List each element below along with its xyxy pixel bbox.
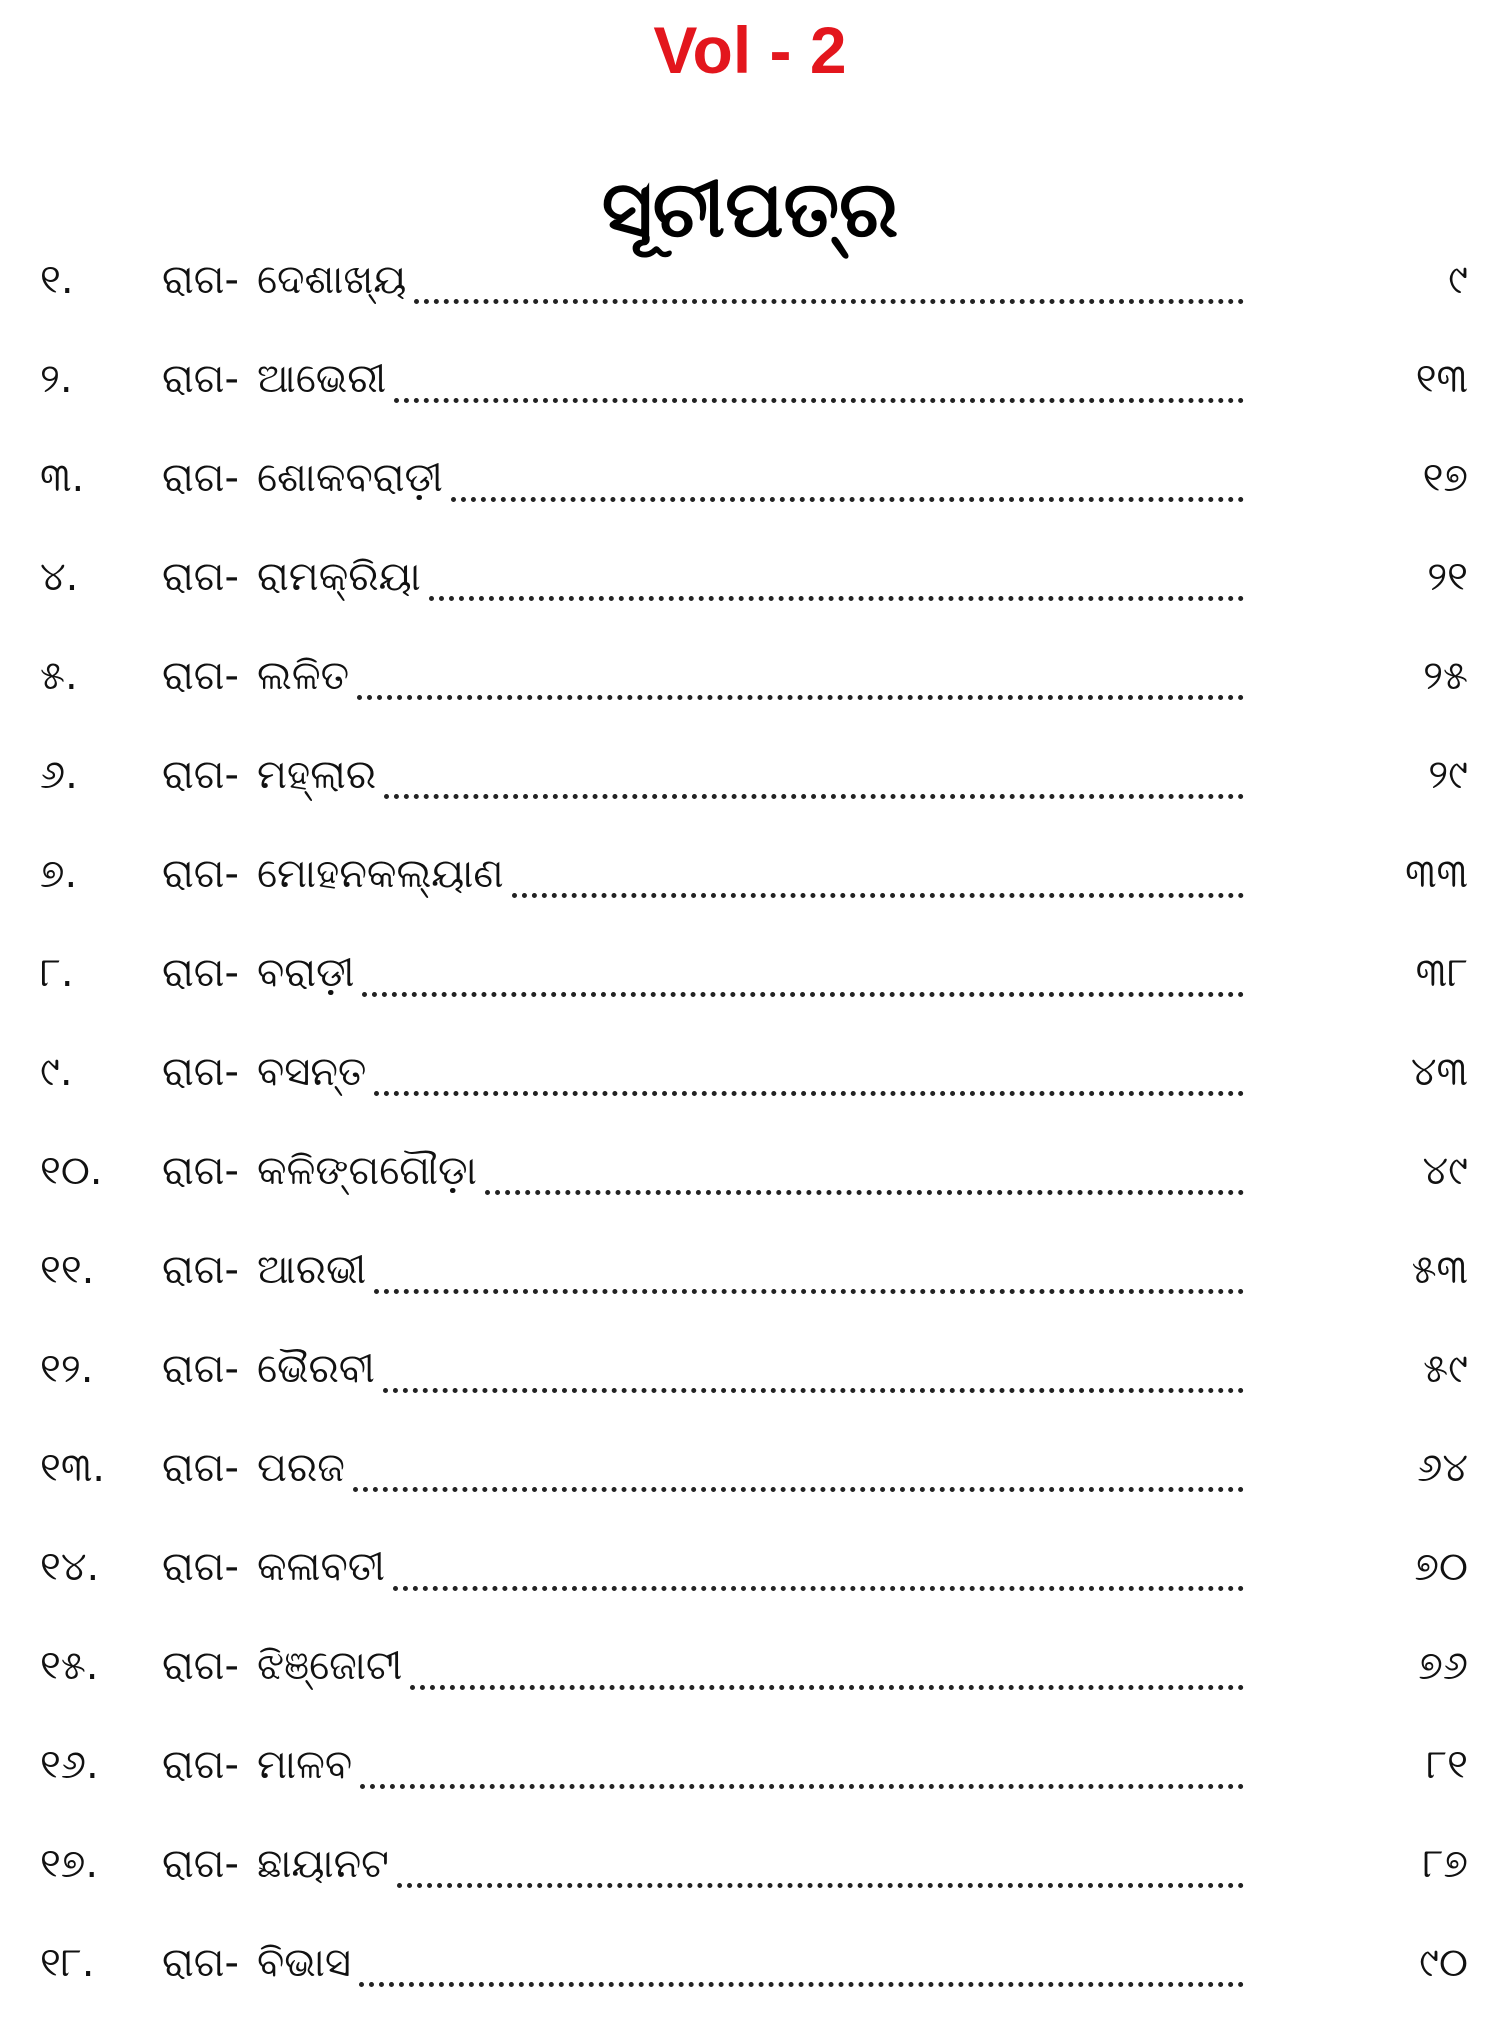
toc-entry-title xyxy=(162,1933,1244,1993)
toc-entry-prefix: ରାଗ- xyxy=(162,455,239,501)
toc-entry-prefix: ରାଗ- xyxy=(162,653,239,699)
toc-entry-raga-name: ଭୈରବୀ xyxy=(256,1346,375,1392)
toc-entry-page-number: ୨୯ xyxy=(1428,752,1468,798)
dot-leader xyxy=(374,1091,1244,1096)
toc-entry-raga-name: କଳିଙ୍ଗଗୌଡ଼ା xyxy=(256,1148,477,1194)
toc-entry-page-number: ୨୫ xyxy=(1423,653,1468,699)
toc-entry-raga-name: ଦେଶାଖ୍ୟ xyxy=(256,257,407,303)
toc-entry-page-number: ୫୯ xyxy=(1423,1346,1468,1392)
toc-entry xyxy=(0,1032,1500,1131)
toc-entry-page-number: ୫୩ xyxy=(1411,1247,1468,1293)
toc-entry xyxy=(0,339,1500,438)
toc-entry-number: ୮. xyxy=(40,950,74,996)
toc-entry-title xyxy=(162,1141,1244,1201)
toc-entry-title xyxy=(162,349,1244,409)
dot-leader xyxy=(512,893,1244,898)
toc-entry-page-number: ୭୦ xyxy=(1414,1544,1468,1590)
toc-entry-title xyxy=(162,745,1244,805)
toc-entry-title xyxy=(162,547,1244,607)
dot-leader xyxy=(451,497,1244,502)
dot-leader xyxy=(410,1685,1244,1690)
toc-entry-prefix: ରାଗ- xyxy=(162,1841,239,1887)
toc-entry-page-number: ୭୬ xyxy=(1418,1643,1468,1689)
dot-leader xyxy=(429,596,1244,601)
toc-entry xyxy=(0,537,1500,636)
toc-entry xyxy=(0,1428,1500,1527)
toc-entry xyxy=(0,1230,1500,1329)
dot-leader xyxy=(384,794,1244,799)
toc-entry-prefix: ରାଗ- xyxy=(162,1049,239,1095)
toc-entry-raga-name: ଆରଭୀ xyxy=(256,1247,367,1293)
toc-entry-page-number: ୧୩ xyxy=(1415,356,1468,402)
dot-leader xyxy=(353,1487,1244,1492)
toc-entry-title xyxy=(162,448,1244,508)
toc-entry-number: ୪. xyxy=(40,554,79,600)
toc-entry xyxy=(0,1923,1500,2022)
toc-entry-prefix: ରାଗ- xyxy=(162,356,239,402)
dot-leader xyxy=(393,1586,1244,1591)
toc-entry-prefix: ରାଗ- xyxy=(162,554,239,600)
toc-entry-number: ୧୪. xyxy=(40,1544,100,1590)
toc-entry-title xyxy=(162,1339,1244,1399)
toc-entry-number: ୧. xyxy=(40,257,74,303)
toc-entry-title xyxy=(162,1042,1244,1102)
toc-entry-number: ୨. xyxy=(40,356,73,402)
table-of-contents-title: ସୂଚୀପତ୍ର xyxy=(601,165,899,255)
toc-entry-raga-name: ମୋହନକଲ୍ୟାଣ xyxy=(256,851,504,897)
toc-entry-prefix: ରାଗ- xyxy=(162,1445,239,1491)
toc-entry-title xyxy=(162,1537,1244,1597)
toc-entry-page-number: ୪୩ xyxy=(1410,1049,1468,1095)
toc-entry-raga-name: ରାମକ୍ରିୟା xyxy=(256,554,421,600)
toc-entry-raga-name: ମହ୍ଲାର xyxy=(256,752,377,798)
toc-entry xyxy=(0,1527,1500,1626)
toc-entry-prefix: ରାଗ- xyxy=(162,1643,239,1689)
toc-entry-raga-name: ଲଳିତ xyxy=(256,653,350,699)
toc-entry-raga-name: ଝିଞ୍ଜୋଟୀ xyxy=(256,1643,403,1689)
toc-entry-page-number: ୯ xyxy=(1448,257,1468,303)
toc-entry-raga-name: ପରଜ xyxy=(256,1445,345,1491)
toc-entry-raga-name: ବସନ୍ତ xyxy=(256,1049,367,1095)
toc-entry-page-number: ୩୮ xyxy=(1415,950,1468,996)
toc-entry-number: ୩. xyxy=(40,455,85,501)
toc-entry xyxy=(0,240,1500,339)
dot-leader xyxy=(374,1289,1244,1294)
toc-entry-title xyxy=(162,250,1244,310)
dot-leader xyxy=(414,299,1244,304)
toc-entry xyxy=(0,1329,1500,1428)
dot-leader xyxy=(394,398,1244,403)
toc-entry-prefix: ରାଗ- xyxy=(162,1346,239,1392)
toc-entry-page-number: ୨୧ xyxy=(1427,554,1468,600)
toc-entry-prefix: ରାଗ- xyxy=(162,1247,239,1293)
toc-entry-title xyxy=(162,1834,1244,1894)
toc-entry-number: ୭. xyxy=(40,851,78,897)
toc-entry-title xyxy=(162,1735,1244,1795)
toc-entry-number: ୧୩. xyxy=(40,1445,105,1491)
dot-leader xyxy=(383,1388,1244,1393)
toc-entry-raga-name: ମାଳବ xyxy=(256,1742,353,1788)
toc-entry-number: ୧୬. xyxy=(40,1742,99,1788)
toc-entry-title xyxy=(162,844,1244,904)
toc-entry-prefix: ରାଗ- xyxy=(162,1742,239,1788)
toc-entry-title xyxy=(162,1240,1244,1300)
toc-entry-prefix: ରାଗ- xyxy=(162,950,239,996)
toc-entry-number: ୧୭. xyxy=(40,1841,99,1887)
toc-entry-raga-name: ବିଭାସ xyxy=(256,1940,351,1986)
toc-entry xyxy=(0,933,1500,1032)
dot-leader xyxy=(359,1982,1244,1987)
toc-entry-number: ୫. xyxy=(40,653,78,699)
toc-entry xyxy=(0,1626,1500,1725)
dot-leader xyxy=(357,695,1244,700)
toc-entry xyxy=(0,834,1500,933)
toc-entry-prefix: ରାଗ- xyxy=(162,752,239,798)
toc-entry-raga-name: ଆଭେରୀ xyxy=(256,356,387,402)
toc-entry-prefix: ରାଗ- xyxy=(162,257,239,303)
dot-leader xyxy=(362,992,1244,997)
toc-entry-page-number: ୮୭ xyxy=(1422,1841,1468,1887)
toc-entry-page-number: ୧୭ xyxy=(1422,455,1468,501)
toc-entry-raga-name: ଶୋକବରାଡ଼ୀ xyxy=(256,455,443,501)
toc-entry xyxy=(0,1725,1500,1824)
toc-entry-number: ୯. xyxy=(40,1049,73,1095)
toc-entry-raga-name: ଛାୟାନଟ xyxy=(256,1841,389,1887)
toc-entry-title xyxy=(162,1636,1244,1696)
toc-entry xyxy=(0,735,1500,834)
toc-entry xyxy=(0,438,1500,537)
toc-entry-raga-name: ବରାଡ଼ୀ xyxy=(256,950,355,996)
toc-entry-number: ୧୧. xyxy=(40,1247,95,1293)
toc-entry xyxy=(0,1824,1500,1923)
toc-entry xyxy=(0,1131,1500,1230)
toc-entry-page-number: ୯୦ xyxy=(1419,1940,1468,1986)
dot-leader xyxy=(360,1784,1244,1789)
toc-entry-page-number: ୪୯ xyxy=(1422,1148,1468,1194)
toc-entry-number: ୬. xyxy=(40,752,78,798)
toc-entry-prefix: ରାଗ- xyxy=(162,851,239,897)
toc-entry-page-number: ୬୪ xyxy=(1417,1445,1468,1491)
dot-leader xyxy=(485,1190,1244,1195)
dot-leader xyxy=(397,1883,1244,1888)
volume-label: Vol - 2 xyxy=(653,13,847,87)
toc-entry xyxy=(0,636,1500,735)
table-of-contents-list xyxy=(0,240,1500,2022)
toc-entry-title xyxy=(162,1438,1244,1498)
toc-entry-title xyxy=(162,646,1244,706)
toc-entry-page-number: ୮୧ xyxy=(1426,1742,1468,1788)
toc-entry-number: ୧୫. xyxy=(40,1643,99,1689)
toc-entry-number: ୧୦. xyxy=(40,1148,103,1194)
toc-entry-prefix: ରାଗ- xyxy=(162,1544,239,1590)
toc-entry-raga-name: କଳାବତୀ xyxy=(256,1544,386,1590)
toc-entry-page-number: ୩୩ xyxy=(1405,851,1468,897)
toc-entry-prefix: ରାଗ- xyxy=(162,1940,239,1986)
toc-entry-prefix: ରାଗ- xyxy=(162,1148,239,1194)
toc-entry-number: ୧୮. xyxy=(40,1940,95,1986)
toc-entry-title xyxy=(162,943,1244,1003)
toc-entry-number: ୧୨. xyxy=(40,1346,94,1392)
